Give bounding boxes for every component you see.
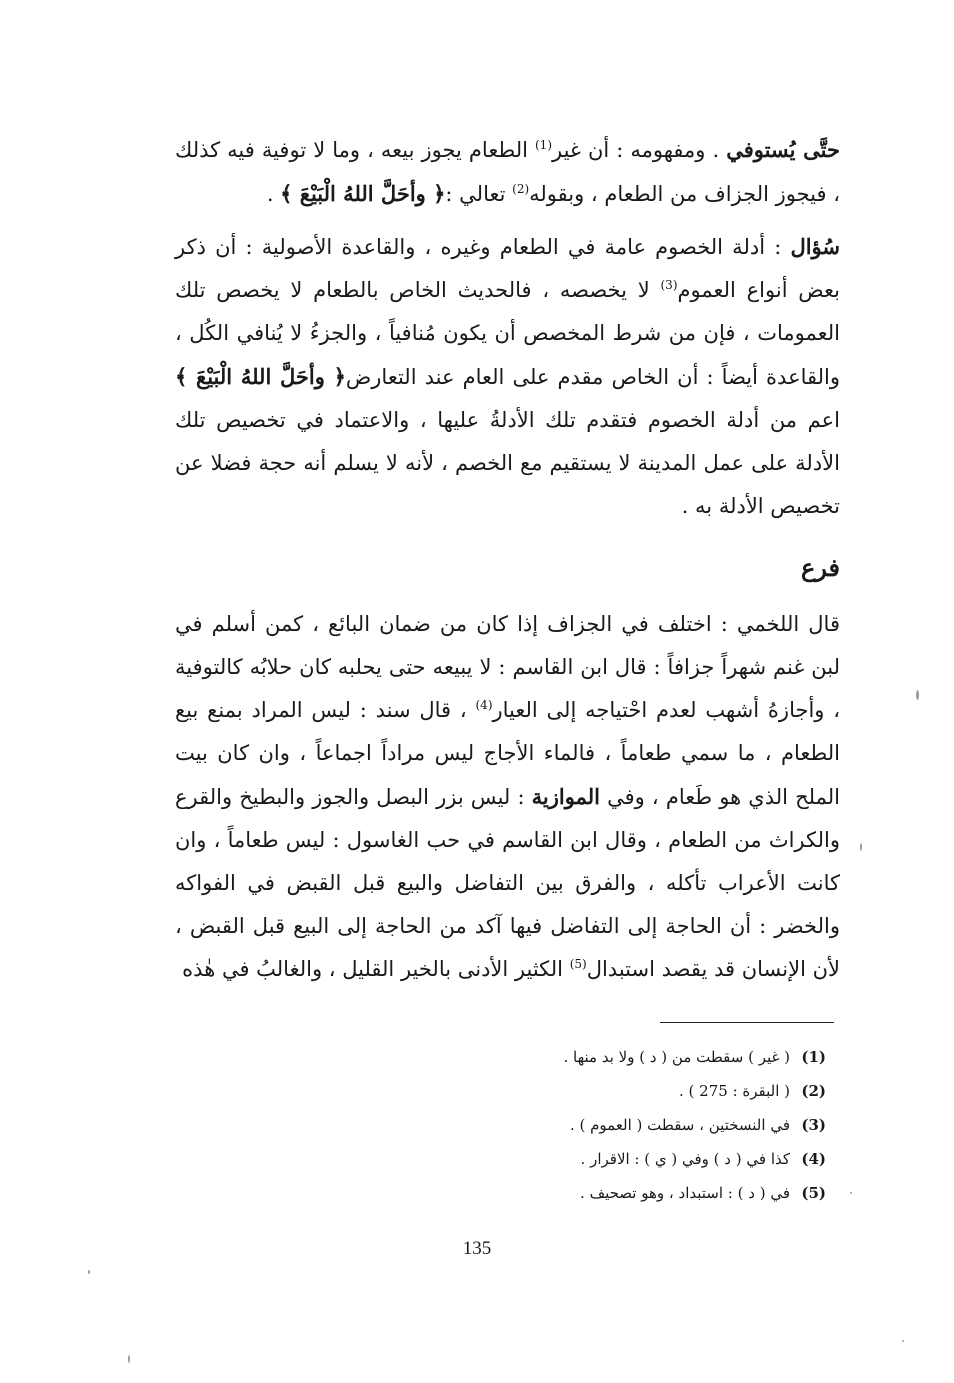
text-span: الكثير الأدنى بالخير القليل ، والغالبُ في هٰذه xyxy=(182,957,570,981)
text-span: : أدلة الخصوم عامة في الطعام وغيره ، والقاعدة الأصولية : أن ذكر بعض أنواع العموم xyxy=(175,235,840,302)
scan-speck xyxy=(850,1192,852,1194)
quran-verse: ﴿ وأحَلَّ اللهُ الْبَيْعَ ﴾ xyxy=(280,181,446,206)
paragraph-question xyxy=(175,225,840,528)
footnote-ref-2[interactable]: (2) xyxy=(512,182,530,196)
scan-speck xyxy=(916,690,919,700)
text-span: . xyxy=(266,182,281,206)
footnote-item xyxy=(406,1176,826,1210)
text-span: الطعام يجوز بيعه ، وما لا توفية فيه كذلك ، فيجوز الجزاف من الطعام ، وبقوله xyxy=(175,138,840,206)
paragraph-top xyxy=(175,128,840,216)
footnotes xyxy=(406,1040,826,1210)
quran-verse: ﴿ وأحَلَّ اللهُ الْبَيْعَ ﴾ xyxy=(175,364,346,389)
paragraph-far xyxy=(175,603,840,991)
page-number: 135 xyxy=(462,1238,492,1259)
footnote-text: في النسختين ، سقطت ( العموم ) . xyxy=(569,1116,790,1134)
footnote-ref-5[interactable]: (5) xyxy=(569,957,587,971)
footnote-item xyxy=(406,1142,826,1176)
section-heading: فرع xyxy=(800,553,840,582)
footnote-number: (1) xyxy=(801,1048,826,1066)
bold-phrase: الموازية xyxy=(531,784,600,809)
footnote-ref-1[interactable]: (1) xyxy=(534,138,552,152)
footnote-number: (5) xyxy=(801,1184,826,1202)
footnote-text: في ( د ) : استبداد ، وهو تصحيف . xyxy=(580,1184,790,1202)
text-span: . ومفهومه : أن غير xyxy=(552,138,727,162)
footnote-ref-3[interactable]: (3) xyxy=(660,278,678,292)
footnote-text: كذا في ( د ) وفي ( ي ) : الاقرار . xyxy=(580,1150,790,1168)
bold-phrase: حتَّى يُستوفي xyxy=(726,137,840,162)
bold-phrase: سُؤال xyxy=(790,234,840,259)
scan-speck xyxy=(902,1340,904,1342)
scan-speck xyxy=(128,1355,130,1363)
footnote-item xyxy=(406,1108,826,1142)
footnote-number: (3) xyxy=(801,1116,826,1134)
footnote-text: ( غير ) سقطت من ( د ) ولا بد منها . xyxy=(563,1048,790,1066)
text-span: ، قال سند : ليس المراد بمنع بيع الطعام ، ما سمي طعاماً ، فالماء الأجاج ليس مراداً اجماعاً ، وان كان بيت الملح الذي هو طَعام ، وفي xyxy=(175,698,840,809)
footnote-item xyxy=(406,1040,826,1074)
footnote-divider xyxy=(660,1022,834,1023)
footnote-item xyxy=(406,1074,826,1108)
footnote-number: (2) xyxy=(801,1082,826,1100)
text-span: اعم من أدلة الخصوم فتقدم تلك الأدلةُ عليها ، والاعتماد في تخصيص تلك الأدلة على عمل المدينة لا يستقيم مع الخصم ، لأنه لا يسلم أنه حجة فضلا عن تخصيص الأدلة به . xyxy=(175,408,840,518)
footnote-text: ( البقرة : 275 ) . xyxy=(679,1082,790,1100)
scan-speck xyxy=(860,843,862,851)
text-span: : ليس بزر البصل والجوز والبطيخ والقرع والكراث من الطعام ، وقال ابن القاسم في حب الغاسول : ليس طعاماً ، وان كانت الأعراب تأكله ، والفرق بين التفاضل والبيع قبل القبض في الفواكه والخضر : أن الحاجة إلى التفاضل فيها آكد من الحاجة إلى البيع قبل القبض ، لأن الإنسان قد يقصد استبدال xyxy=(175,785,840,981)
footnote-ref-4[interactable]: (4) xyxy=(475,698,493,712)
text-span: قال اللخمي : اختلف في الجزاف إذا كان من ضمان البائع ، كمن أسلم في لبن غنم شهراً جزافاً : قال ابن القاسم : لا يبيعه حتى يحلبه كان حلابُه كالتوفية ، وأجازهُ أشهب لعدم احْتياجه إلى العيار xyxy=(175,612,841,722)
scan-speck xyxy=(88,1270,90,1274)
text-span: تعالي : xyxy=(445,182,513,206)
text-span: لا يخصصه ، فالحديث الخاص بالطعام لا يخصص تلك العمومات ، فإن من شرط المخصص أن يكون مُنافياً ، والجزءُ لا يُنافي الكُل ، والقاعدة أيضاً : أن الخاص مقدم على العام عند التعارض xyxy=(175,278,841,389)
footnote-number: (4) xyxy=(801,1150,826,1168)
